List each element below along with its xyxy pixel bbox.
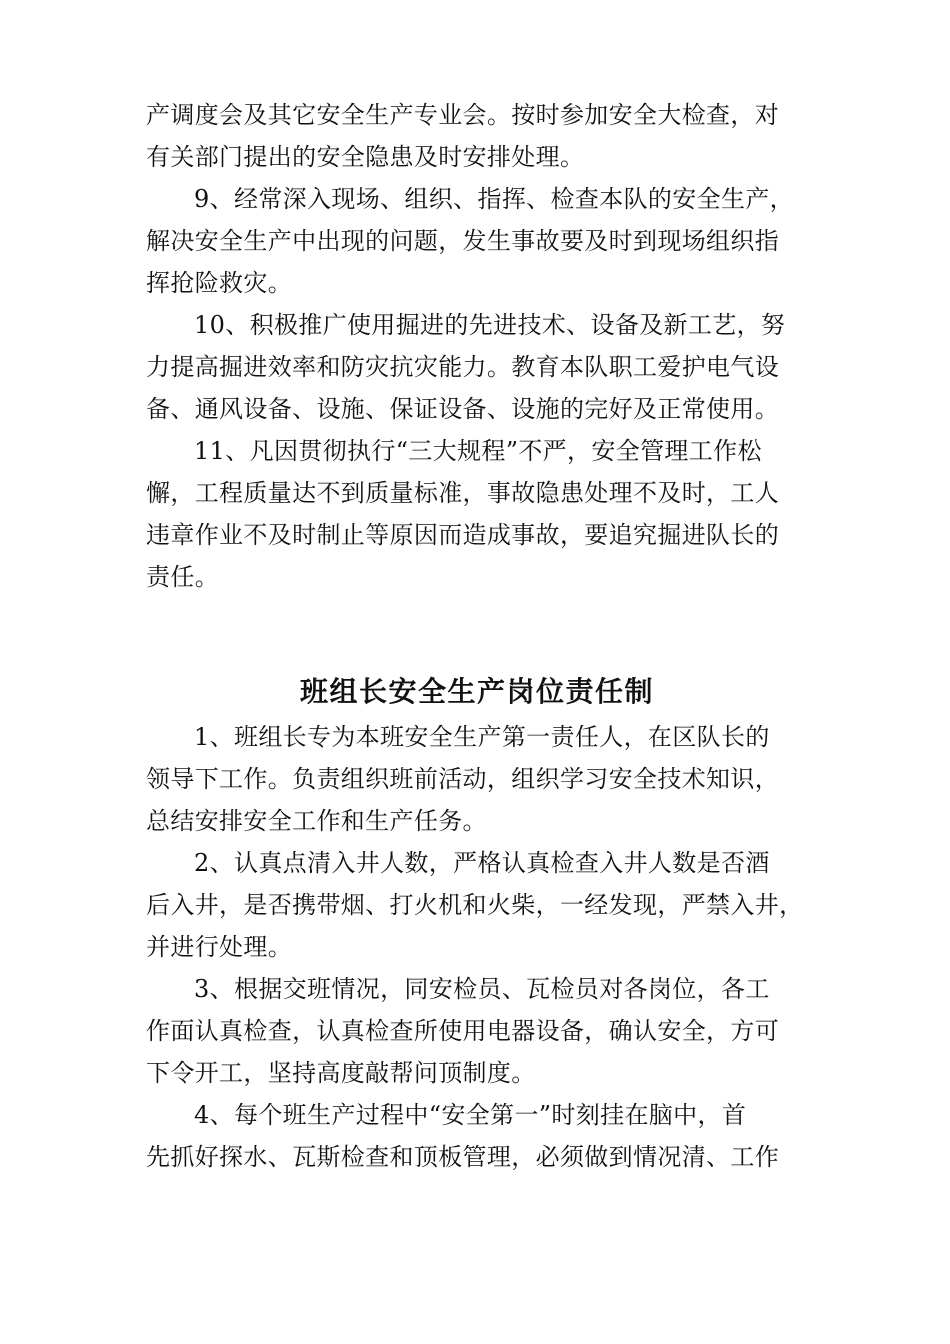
text-line: 解决安全生产中出现的问题，发生事故要及时到现场组织指 <box>146 227 780 255</box>
text-line: 有关部门提出的安全隐患及时安排处理。 <box>146 143 585 171</box>
list-item-3: 3、根据交班情况，同安检员、瓦检员对各岗位，各工 <box>194 975 770 1003</box>
text-line: 违章作业不及时制止等原因而造成事故，要追究掘进队长的 <box>146 521 780 549</box>
text-line: 挥抢险救灾。 <box>146 269 293 297</box>
list-item-11: 11、凡因贯彻执行“三大规程”不严，安全管理工作松 <box>194 437 762 465</box>
text-line: 领导下工作。负责组织班前活动，组织学习安全技术知识， <box>146 765 780 793</box>
text-line: 先抓好探水、瓦斯检查和顶板管理，必须做到情况清、工作 <box>146 1143 780 1171</box>
text-line: 责任。 <box>146 563 220 591</box>
text-line: 力提高掘进效率和防灾抗灾能力。教育本队职工爱护电气设 <box>146 353 780 381</box>
text-line: 备、通风设备、设施、保证设备、设施的完好及正常使用。 <box>146 395 780 423</box>
list-item-4: 4、每个班生产过程中“安全第一”时刻挂在脑中，首 <box>194 1101 747 1129</box>
list-item-9: 9、经常深入现场、组织、指挥、检查本队的安全生产， <box>194 185 795 213</box>
text-line: 后入井，是否携带烟、打火机和火柴，一经发现，严禁入井， <box>146 891 804 919</box>
text-line: 并进行处理。 <box>146 933 293 961</box>
text-line: 总结安排安全工作和生产任务。 <box>146 807 487 835</box>
text-line: 下令开工，坚持高度敲帮问顶制度。 <box>146 1059 536 1087</box>
text-line: 产调度会及其它安全生产专业会。按时参加安全大检查，对 <box>146 101 780 129</box>
section-title: 班组长安全生产岗位责任制 <box>299 675 654 708</box>
list-item-2: 2、认真点清入井人数，严格认真检查入井人数是否酒 <box>194 849 770 877</box>
responsibility-list-upper <box>146 94 808 598</box>
list-item-10: 10、积极推广使用掘进的先进技术、设备及新工艺，努 <box>194 311 786 339</box>
text-line: 作面认真检查，认真检查所使用电器设备，确认安全，方可 <box>146 1017 780 1045</box>
text-line: 懈，工程质量达不到质量标准，事故隐患处理不及时，工人 <box>146 479 780 507</box>
list-item-1: 1、班组长专为本班安全生产第一责任人，在区队长的 <box>194 723 770 751</box>
responsibility-list-lower <box>146 716 808 1178</box>
